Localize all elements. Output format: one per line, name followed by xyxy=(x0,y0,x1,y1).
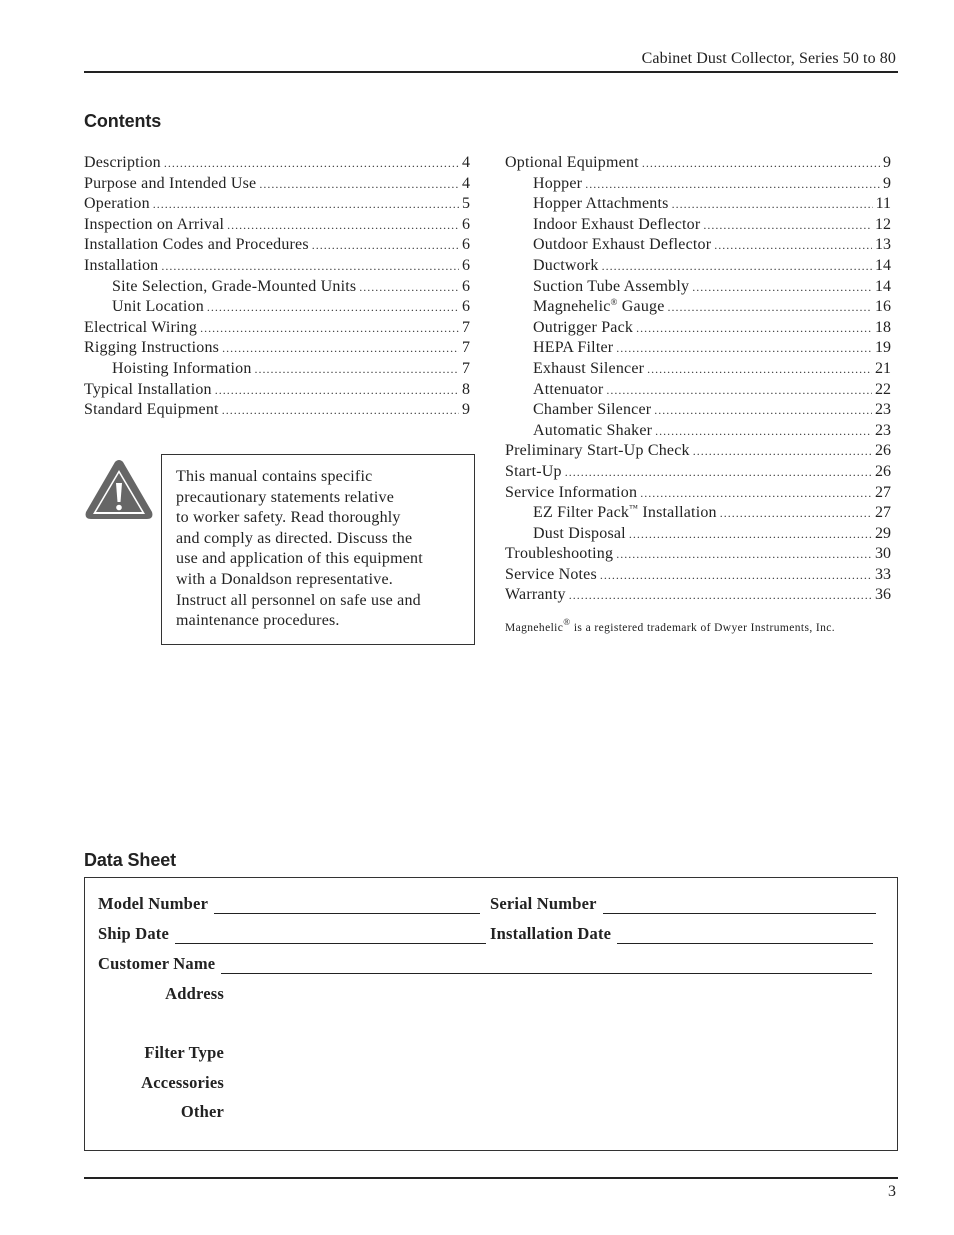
toc-leader-dots xyxy=(636,318,872,339)
toc-entry xyxy=(84,256,470,277)
toc-entry-page: 7 xyxy=(462,359,470,377)
model-number-field xyxy=(98,892,480,914)
toc-entry xyxy=(505,256,891,277)
filter-type-label: Filter Type xyxy=(144,1043,224,1062)
data-sheet-heading: Data Sheet xyxy=(84,850,177,870)
toc-entry xyxy=(505,359,891,380)
toc-entry-label: Operation xyxy=(84,195,150,213)
toc-entry-label: Chamber Silencer xyxy=(533,401,652,419)
toc-entry xyxy=(84,359,470,380)
toc-entry-label: Site Selection, Grade-Mounted Units xyxy=(112,277,357,295)
filter-type-field xyxy=(85,1041,224,1063)
toc-entry-page: 9 xyxy=(883,174,891,192)
toc-entry xyxy=(505,400,891,421)
header-rule xyxy=(84,71,898,73)
toc-entry-label: Exhaust Silencer xyxy=(533,359,645,377)
toc-entry-label: Inspection on Arrival xyxy=(84,215,225,233)
toc-entry xyxy=(505,544,891,565)
toc-entry xyxy=(84,400,470,421)
toc-leader-dots xyxy=(215,380,459,401)
toc-entry-page: 13 xyxy=(875,236,891,254)
toc-leader-dots xyxy=(602,256,872,277)
toc-entry-page: 6 xyxy=(462,277,470,295)
toc-entry-label: Installation xyxy=(84,256,159,274)
toc-leader-dots xyxy=(255,359,459,380)
toc-leader-dots xyxy=(153,194,459,215)
toc-entry-page: 27 xyxy=(875,504,891,522)
toc-leader-dots xyxy=(259,174,459,195)
customer-name-field xyxy=(98,952,872,974)
toc-entry xyxy=(505,565,891,586)
toc-entry-page: 33 xyxy=(875,565,891,583)
ship-date-field xyxy=(98,922,486,944)
toc-entry-page: 8 xyxy=(462,380,470,398)
address-field xyxy=(85,982,224,1004)
toc-leader-dots xyxy=(668,297,872,318)
footer-rule xyxy=(84,1177,898,1179)
toc-entry-page: 6 xyxy=(462,298,470,316)
toc-entry-label: Preliminary Start-Up Check xyxy=(505,442,690,460)
toc-entry-page: 23 xyxy=(875,401,891,419)
toc-entry-page: 12 xyxy=(875,215,891,233)
toc-entry-label: Magnehelic® Gauge xyxy=(533,297,665,316)
toc-leader-dots xyxy=(640,483,872,504)
toc-entry xyxy=(505,462,891,483)
toc-leader-dots xyxy=(703,215,872,236)
serial-number-field xyxy=(490,892,876,914)
toc-entry-label: Warranty xyxy=(505,586,566,604)
address-label: Address xyxy=(165,984,224,1003)
toc-entry-page: 22 xyxy=(875,380,891,398)
toc-leader-dots xyxy=(312,235,459,256)
toc-entry xyxy=(505,153,891,174)
toc-leader-dots xyxy=(693,441,872,462)
toc-entry-page: 4 xyxy=(462,174,470,192)
toc-leader-dots xyxy=(164,153,459,174)
toc-leader-dots xyxy=(161,256,459,277)
other-field xyxy=(85,1100,224,1122)
installation-date-label: Installation Date xyxy=(490,924,612,943)
toc-leader-dots xyxy=(616,544,872,565)
installation-date-line[interactable] xyxy=(617,925,873,944)
toc-entry-label: Outrigger Pack xyxy=(533,318,634,336)
toc-entry-label: Hoisting Information xyxy=(112,359,252,377)
toc-entry-page: 6 xyxy=(462,215,470,233)
toc-entry-label: Rigging Instructions xyxy=(84,339,220,357)
toc-leader-dots xyxy=(222,338,459,359)
toc-entry-page: 9 xyxy=(883,154,891,171)
toc-entry-page: 14 xyxy=(875,256,891,274)
toc-leader-dots xyxy=(629,524,872,545)
toc-leader-dots xyxy=(647,359,872,380)
toc-leader-dots xyxy=(565,462,872,483)
toc-entry xyxy=(84,297,470,318)
toc-entry-page: 30 xyxy=(875,545,891,563)
toc-leader-dots xyxy=(606,380,872,401)
accessories-field xyxy=(85,1071,224,1093)
other-label: Other xyxy=(180,1102,224,1121)
toc-entry xyxy=(505,483,891,504)
page-number: 3 xyxy=(888,1183,896,1200)
toc-entry-page: 23 xyxy=(875,421,891,439)
toc-entry-label: Description xyxy=(84,154,161,171)
toc-entry-page: 26 xyxy=(875,442,891,460)
warning-triangle-icon xyxy=(84,459,154,521)
warning-text-line: This manual contains specific xyxy=(176,468,373,485)
toc-entry xyxy=(505,174,891,195)
warning-text-line: precautionary statements relative xyxy=(176,488,395,506)
toc-entry-label: Outdoor Exhaust Deflector xyxy=(533,236,712,254)
toc-entry-label: HEPA Filter xyxy=(533,339,614,357)
toc-entry-label: Electrical Wiring xyxy=(84,318,198,336)
toc-entry-label: Dust Disposal xyxy=(533,524,626,542)
customer-name-line[interactable] xyxy=(221,955,872,974)
toc-entry-label: Suction Tube Assembly xyxy=(533,277,690,295)
warning-text-line: use and application of this equipment xyxy=(176,550,423,568)
contents-heading: Contents xyxy=(84,111,162,131)
toc-entry xyxy=(505,297,891,318)
toc-entry-label: Ductwork xyxy=(533,256,599,274)
toc-entry-page: 36 xyxy=(875,586,891,604)
toc-entry-label: Hopper xyxy=(533,174,583,192)
toc-leader-dots xyxy=(642,153,880,174)
toc-leader-dots xyxy=(714,235,872,256)
toc-entry-label: Service Notes xyxy=(505,565,597,583)
model-number-label: Model Number xyxy=(98,894,209,913)
toc-entry-page: 26 xyxy=(875,462,891,480)
toc-entry xyxy=(84,235,470,256)
toc-leader-dots xyxy=(616,338,872,359)
accessories-label: Accessories xyxy=(141,1073,224,1092)
toc-entry xyxy=(505,585,891,606)
toc-entry-page: 6 xyxy=(462,236,470,254)
toc-leader-dots xyxy=(200,318,459,339)
safety-warning-box xyxy=(161,454,475,645)
ship-date-label: Ship Date xyxy=(98,924,170,943)
toc-entry-page: 9 xyxy=(462,401,470,419)
toc-entry-label: Attenuator xyxy=(533,380,604,398)
toc-entry-page: 4 xyxy=(462,154,470,171)
toc-entry-page: 18 xyxy=(875,318,891,336)
toc-entry-label: Purpose and Intended Use xyxy=(84,174,257,192)
toc-leader-dots xyxy=(222,400,459,421)
toc-leader-dots xyxy=(655,421,872,442)
toc-entry xyxy=(505,235,891,256)
toc-leader-dots xyxy=(207,297,459,318)
toc-entry xyxy=(505,503,891,524)
toc-entry-label: Hopper Attachments xyxy=(533,195,669,213)
toc-entry-label: Standard Equipment xyxy=(84,401,219,419)
toc-entry xyxy=(505,277,891,298)
toc-entry xyxy=(84,174,470,195)
toc-leader-dots xyxy=(569,585,872,606)
ship-date-line[interactable] xyxy=(175,925,486,944)
toc-entry-label: Optional Equipment xyxy=(505,154,639,171)
safety-warning-text xyxy=(176,467,423,632)
toc-entry xyxy=(505,421,891,442)
toc-leader-dots xyxy=(672,194,873,215)
toc-entry-page: 27 xyxy=(875,483,891,501)
serial-number-label: Serial Number xyxy=(490,894,597,913)
toc-entry xyxy=(84,153,470,174)
toc-entry-label: Installation Codes and Procedures xyxy=(84,236,309,254)
toc-leader-dots xyxy=(359,277,459,298)
toc-entry xyxy=(505,441,891,462)
toc-entry xyxy=(84,380,470,401)
toc-leader-dots xyxy=(227,215,459,236)
trademark-footnote: Magnehelic® is a registered trademark of Dwyer Instruments, Inc. xyxy=(505,617,836,634)
toc-leader-dots xyxy=(654,400,872,421)
toc-entry-page: 7 xyxy=(462,339,470,357)
toc-entry xyxy=(505,380,891,401)
toc-leader-dots xyxy=(600,565,872,586)
installation-date-field xyxy=(490,922,873,944)
toc-entry-page: 16 xyxy=(875,298,891,316)
customer-name-label: Customer Name xyxy=(98,954,216,973)
toc-entry xyxy=(505,318,891,339)
toc-entry xyxy=(84,215,470,236)
toc-entry-label: Troubleshooting xyxy=(505,545,614,563)
warning-text-line: and comply as directed. Discuss the xyxy=(176,529,413,547)
toc-entry-label: Automatic Shaker xyxy=(533,421,653,439)
toc-right-column xyxy=(505,153,891,606)
serial-number-line[interactable] xyxy=(603,895,876,914)
toc-entry-label: EZ Filter Pack™ Installation xyxy=(533,503,717,522)
toc-entry-page: 6 xyxy=(462,256,470,274)
toc-entry-label: Service Information xyxy=(505,483,638,501)
warning-text-line: Instruct all personnel on safe use and xyxy=(176,591,421,609)
warning-text-line: with a Donaldson representative. xyxy=(176,570,394,588)
running-title: Cabinet Dust Collector, Series 50 to 80 xyxy=(641,50,896,67)
toc-entry xyxy=(505,215,891,236)
toc-entry-page: 5 xyxy=(462,195,470,213)
toc-entry xyxy=(84,194,470,215)
toc-entry xyxy=(84,277,470,298)
toc-entry-page: 7 xyxy=(462,318,470,336)
warning-text-line: maintenance procedures. xyxy=(176,612,340,630)
warning-text-line: to worker safety. Read thoroughly xyxy=(176,509,401,527)
toc-entry-page: 21 xyxy=(875,359,891,377)
toc-entry-label: Unit Location xyxy=(112,298,204,316)
toc-entry xyxy=(84,338,470,359)
model-number-line[interactable] xyxy=(214,895,480,914)
toc-entry xyxy=(505,194,891,215)
toc-entry-page: 14 xyxy=(875,277,891,295)
toc-entry xyxy=(505,524,891,545)
toc-left-column xyxy=(84,153,470,421)
toc-entry-page: 19 xyxy=(875,339,891,357)
toc-entry xyxy=(84,318,470,339)
toc-entry-label: Indoor Exhaust Deflector xyxy=(533,215,701,233)
toc-entry-label: Typical Installation xyxy=(84,380,212,398)
toc-leader-dots xyxy=(585,174,880,195)
toc-entry-label: Start-Up xyxy=(505,462,562,480)
toc-entry-page: 11 xyxy=(875,195,891,213)
toc-entry xyxy=(505,338,891,359)
data-sheet-form xyxy=(84,877,898,1151)
toc-leader-dots xyxy=(692,277,872,298)
toc-entry-page: 29 xyxy=(875,524,891,542)
toc-leader-dots xyxy=(720,503,872,524)
